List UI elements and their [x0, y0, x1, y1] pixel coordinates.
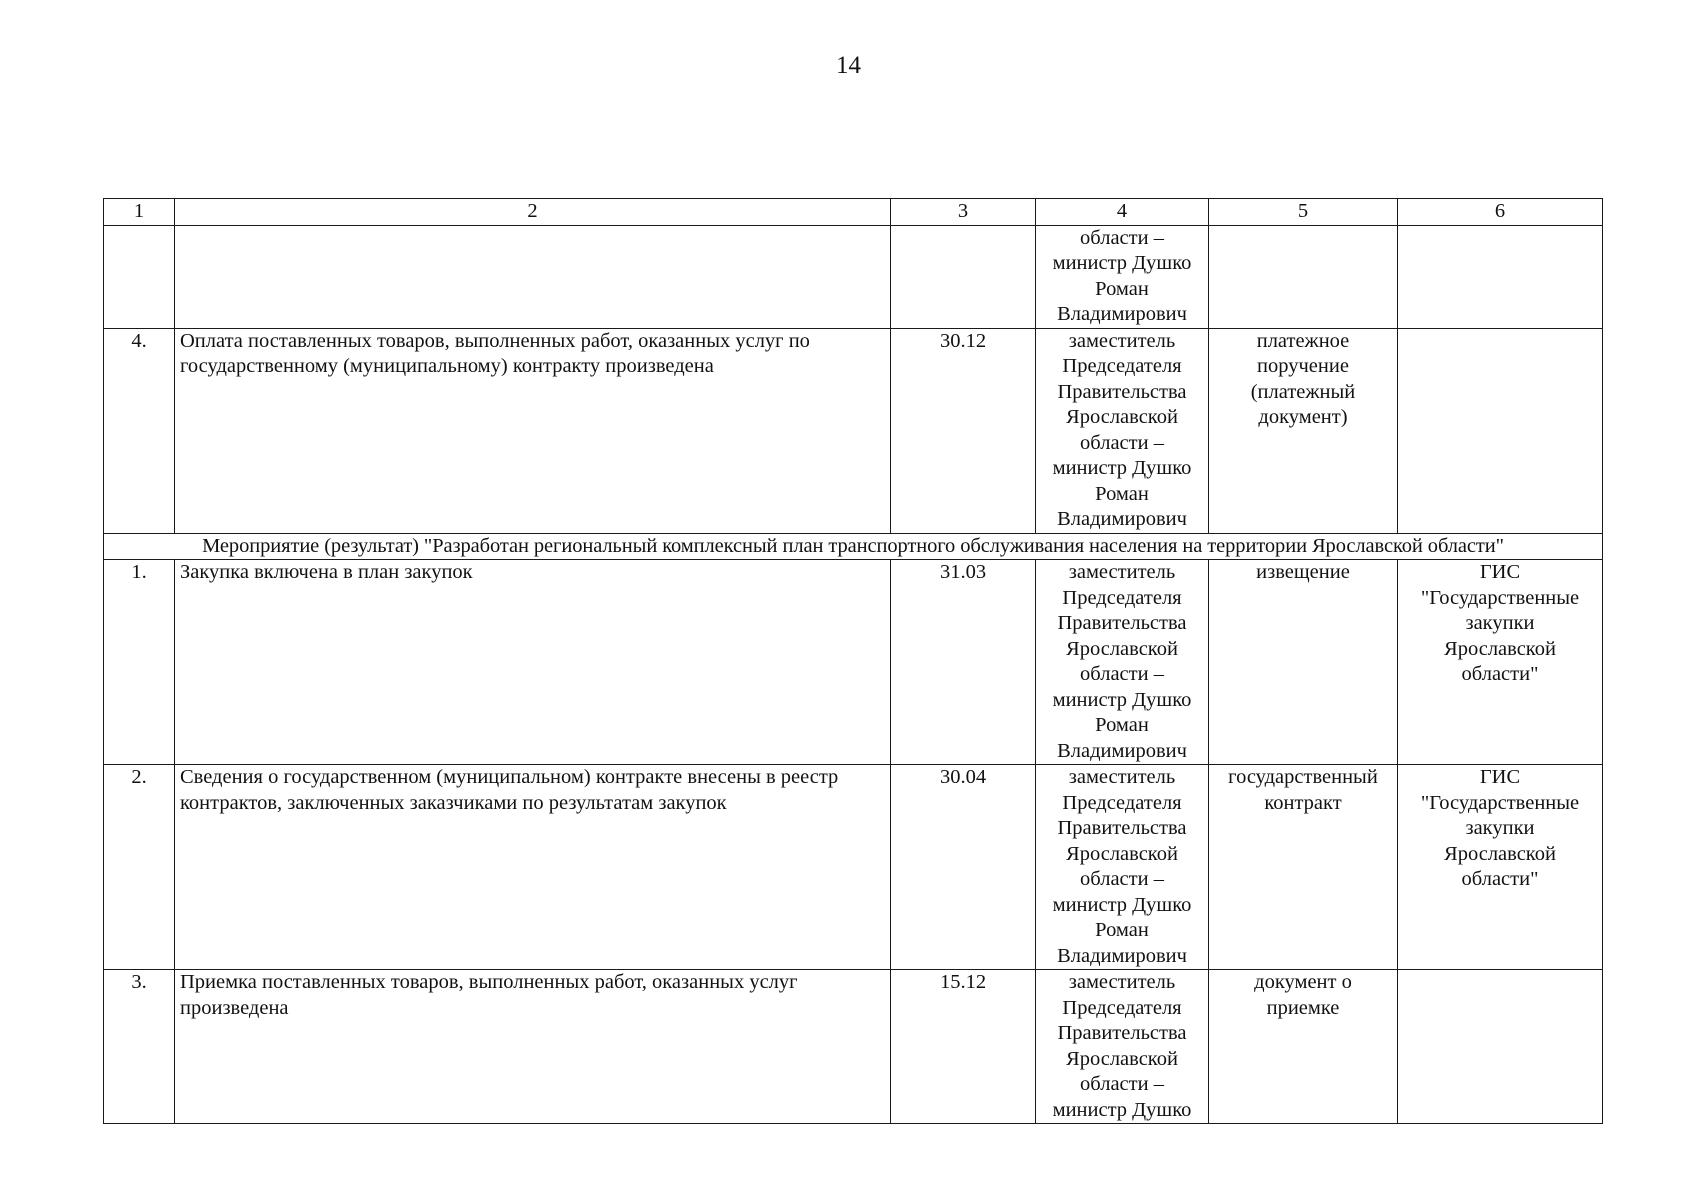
- cell-line: Владимирович: [1057, 303, 1187, 325]
- table-row: [104, 765, 1603, 970]
- cell-line: документ о: [1254, 971, 1352, 993]
- row-responsible: [1036, 765, 1209, 970]
- cell-line: министр Душко: [1052, 457, 1192, 479]
- row-responsible: [1036, 970, 1209, 1124]
- cell-line: Председателя: [1062, 355, 1182, 377]
- table-row: [104, 560, 1603, 765]
- cell-line: Правительства: [1057, 817, 1187, 839]
- row-date: 31.03: [891, 560, 1036, 765]
- cell-line: области –: [1080, 1073, 1164, 1095]
- row-document: [1209, 970, 1398, 1124]
- row-responsible: [1036, 225, 1209, 328]
- cell-line: Правительства: [1057, 1022, 1187, 1044]
- cell-line: заместитель: [1068, 766, 1176, 788]
- row-description: Приемка поставленных товаров, выполненных работ, оказанных услуг произведена: [175, 970, 891, 1124]
- row-date: 15.12: [891, 970, 1036, 1124]
- cell-line: Ярославской: [1066, 637, 1178, 660]
- cell-line: Ярославской: [1066, 1047, 1178, 1070]
- section-title: Мероприятие (результат) "Разработан региональный комплексный план транспортного обслуживания населения на территории Ярославской области": [104, 533, 1603, 560]
- cell-line: заместитель: [1068, 971, 1176, 993]
- cell-line: министр Душко: [1052, 1098, 1192, 1121]
- row-document: [1209, 560, 1398, 765]
- page-number: 14: [836, 52, 861, 79]
- row-description: Сведения о государственном (муниципальном) контракте внесены в реестр контрактов, заключенных заказчиками по результатам закупок: [175, 765, 891, 970]
- header-col-3: 3: [891, 199, 1036, 226]
- cell-line: Ярославской: [1444, 842, 1556, 865]
- header-col-4: 4: [1036, 199, 1209, 226]
- cell-line: закупки: [1465, 612, 1535, 634]
- cell-line: Ярославской: [1444, 637, 1556, 660]
- row-description: Закупка включена в план закупок: [175, 560, 891, 765]
- header-col-2: 2: [175, 199, 891, 226]
- cell-line: Правительства: [1057, 612, 1187, 634]
- row-document: [1209, 225, 1398, 328]
- cell-line: Владимирович: [1057, 944, 1187, 967]
- row-information-system: [1398, 765, 1603, 970]
- table-header-row: [104, 199, 1603, 226]
- cell-line: области": [1461, 868, 1539, 890]
- cell-line: Роман: [1095, 714, 1149, 736]
- row-information-system: [1398, 225, 1603, 328]
- row-responsible: [1036, 328, 1209, 533]
- cell-line: Роман: [1095, 919, 1149, 941]
- cell-line: документ): [1258, 406, 1348, 428]
- table-row: [104, 225, 1603, 328]
- cell-line: поручение: [1257, 355, 1349, 377]
- row-number: 3.: [104, 970, 175, 1124]
- row-number: 4.: [104, 328, 175, 533]
- row-document: [1209, 765, 1398, 970]
- cell-line: области –: [1080, 663, 1164, 685]
- row-date: 30.12: [891, 328, 1036, 533]
- cell-line: "Государственные: [1420, 586, 1580, 609]
- header-col-6: 6: [1398, 199, 1603, 226]
- cell-line: (платежный: [1250, 380, 1356, 403]
- cell-line: ГИС: [1479, 561, 1521, 583]
- cell-line: заместитель: [1068, 561, 1176, 583]
- row-document: [1209, 328, 1398, 533]
- cell-line: Правительства: [1057, 380, 1187, 403]
- cell-line: области –: [1080, 226, 1164, 249]
- cell-line: Ярославской: [1066, 406, 1178, 428]
- cell-line: министр Душко: [1052, 893, 1192, 916]
- cell-line: министр Душко: [1052, 252, 1192, 274]
- cell-line: ГИС: [1479, 766, 1521, 788]
- row-information-system: [1398, 560, 1603, 765]
- row-date: 30.04: [891, 765, 1036, 970]
- cell-line: Председателя: [1062, 996, 1182, 1019]
- cell-line: государственный: [1228, 766, 1378, 788]
- cell-line: приемке: [1266, 996, 1340, 1019]
- cell-line: области": [1461, 663, 1539, 685]
- cell-line: Председателя: [1062, 791, 1182, 814]
- cell-line: Ярославской: [1066, 842, 1178, 865]
- cell-line: Владимирович: [1057, 739, 1187, 762]
- header-col-1: 1: [104, 199, 175, 226]
- cell-line: контракт: [1264, 791, 1342, 814]
- cell-line: области –: [1080, 431, 1164, 454]
- cell-line: заместитель: [1068, 329, 1176, 352]
- cell-line: закупки: [1465, 817, 1535, 839]
- section-row: [104, 533, 1603, 560]
- cell-line: области –: [1080, 868, 1164, 890]
- row-number: 1.: [104, 560, 175, 765]
- cell-line: извещение: [1256, 561, 1350, 583]
- table-row: [104, 328, 1603, 533]
- cell-line: "Государственные: [1420, 791, 1580, 814]
- header-col-5: 5: [1209, 199, 1398, 226]
- cell-line: платежное: [1256, 329, 1350, 352]
- plan-table: [103, 198, 1603, 1124]
- row-date: [891, 225, 1036, 328]
- row-number: 2.: [104, 765, 175, 970]
- row-description: Оплата поставленных товаров, выполненных работ, оказанных услуг по государственному (муниципальному) контракту произведена: [175, 328, 891, 533]
- row-information-system: [1398, 328, 1603, 533]
- row-responsible: [1036, 560, 1209, 765]
- row-number: [104, 225, 175, 328]
- row-description: [175, 225, 891, 328]
- cell-line: Председателя: [1062, 586, 1182, 609]
- row-information-system: [1398, 970, 1603, 1124]
- table-row: [104, 970, 1603, 1124]
- cell-line: министр Душко: [1052, 688, 1192, 711]
- cell-line: Владимирович: [1057, 508, 1187, 530]
- cell-line: Роман: [1095, 482, 1149, 505]
- cell-line: Роман: [1095, 277, 1149, 300]
